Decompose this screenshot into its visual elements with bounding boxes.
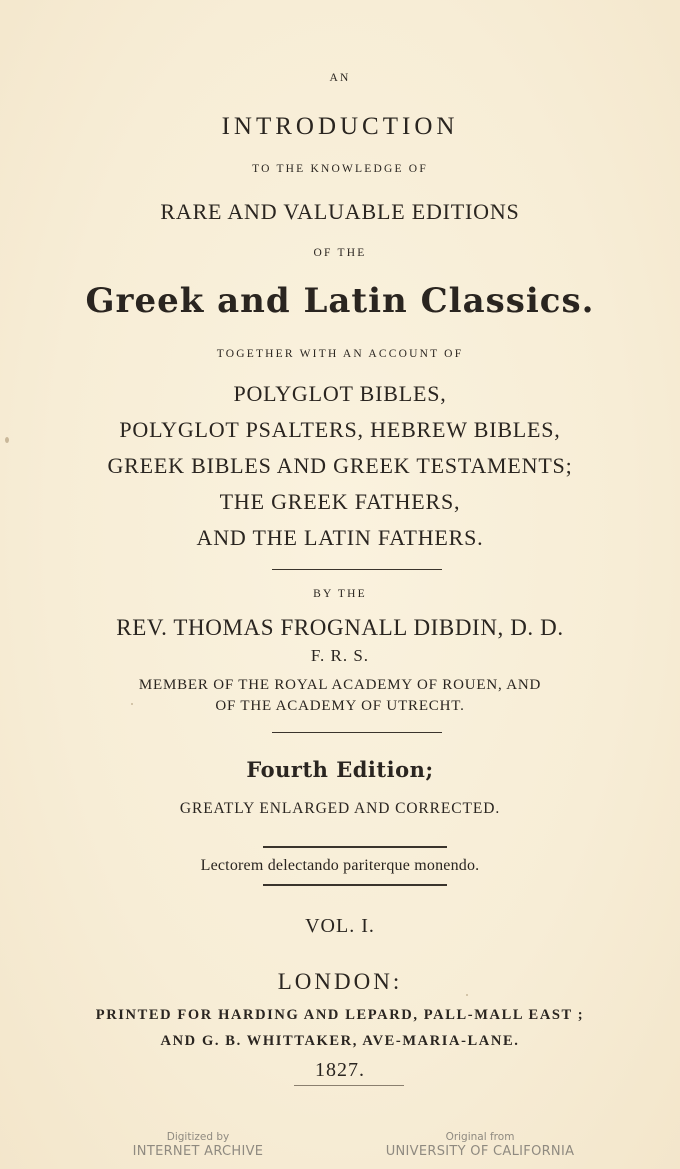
author-name: REV. THOMAS FROGNALL DIBDIN, D. D. xyxy=(116,615,564,640)
digitized-small-text: Digitized by xyxy=(166,1131,230,1143)
city-line: LONDON: xyxy=(277,969,403,994)
original-small-text: Original from xyxy=(445,1131,515,1143)
by-the-line: BY THE xyxy=(313,588,367,600)
contents-line-2: POLYGLOT PSALTERS, HEBREW BIBLES, xyxy=(119,417,561,442)
original-from-watermark xyxy=(370,1130,590,1160)
contents-line-5: AND THE LATIN FATHERS. xyxy=(196,525,484,550)
divider-rule xyxy=(272,732,442,733)
of-the-line: OF THE xyxy=(313,247,367,259)
divider-rule xyxy=(272,569,442,570)
year-line: 1827. xyxy=(315,1059,365,1081)
contents-line-1: POLYGLOT BIBLES, xyxy=(233,381,447,406)
digitized-large-text: INTERNET ARCHIVE xyxy=(132,1144,264,1159)
divider-rule xyxy=(263,884,447,886)
volume-line: VOL. I. xyxy=(305,915,375,937)
an-line: AN xyxy=(329,72,351,84)
classics-title: Greek and Latin Classics. xyxy=(85,281,595,321)
motto-line: Lectorem delectando pariterque monendo. xyxy=(200,857,480,874)
enlarged-line: GREATLY ENLARGED AND CORRECTED. xyxy=(179,800,501,817)
paper-speck xyxy=(466,994,468,996)
digitized-by-watermark xyxy=(118,1130,278,1160)
printer-line-1: PRINTED FOR HARDING AND LEPARD, PALL-MALL EAST ; xyxy=(95,1007,585,1023)
frs-line: F. R. S. xyxy=(310,646,370,665)
paper-speck xyxy=(5,437,9,443)
rare-editions-line: RARE AND VALUABLE EDITIONS xyxy=(160,199,520,224)
contents-line-3: GREEK BIBLES AND GREEK TESTAMENTS; xyxy=(107,453,573,478)
printer-line-2: AND G. B. WHITTAKER, AVE-MARIA-LANE. xyxy=(160,1033,520,1049)
together-line: TOGETHER WITH AN ACCOUNT OF xyxy=(216,348,464,360)
to-the-knowledge-line: TO THE KNOWLEDGE OF xyxy=(252,163,428,175)
edition-line: Fourth Edition; xyxy=(246,757,434,782)
contents-line-4: THE GREEK FATHERS, xyxy=(219,489,461,514)
membership-line-2: OF THE ACADEMY OF UTRECHT. xyxy=(215,698,465,714)
original-large-text: UNIVERSITY OF CALIFORNIA xyxy=(385,1144,575,1159)
divider-rule xyxy=(263,846,447,848)
paper-speck xyxy=(131,703,133,705)
introduction-heading: INTRODUCTION xyxy=(221,113,459,140)
membership-line-1: MEMBER OF THE ROYAL ACADEMY OF ROUEN, AND xyxy=(138,677,542,693)
divider-rule xyxy=(294,1085,404,1086)
